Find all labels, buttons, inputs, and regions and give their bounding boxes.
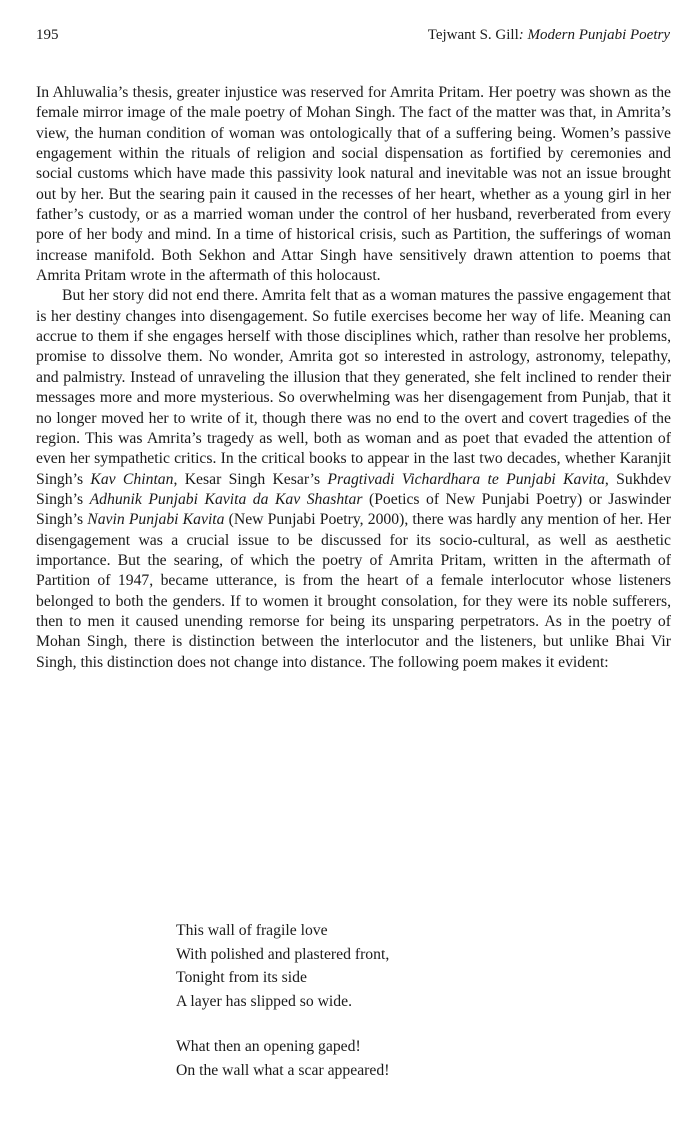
paragraph-2-text: (New Punjabi Poetry, 2000), there was hardly any mention of her. Her disengagement was a crucial issue to be discussed for its socio-cultural, as well as aesthetic importance. But the searing, of which the poetry of Amrita Pritam, written in the aftermath of Partition of 1947, became utterance, is from the heart of a female interlocutor whose listeners belonged to both the genders. If to women it brought consolation, for they were its noble sufferers, then to men it caused unending remorse for being its unsparing perpetrators. As in the poetry of Mohan Singh, there is distinction between the interlocutor and the listeners, but unlike Bhai Vir Singh, this distinction does not change into distance. The following poem makes it evident: — [36, 511, 671, 671]
poem-excerpt — [176, 919, 389, 1104]
poem-line: With polished and plastered front, — [176, 945, 390, 963]
running-head-title: Modern Punjabi Poetry — [527, 27, 670, 43]
book-title-navin: Navin Punjabi Kavita — [87, 511, 225, 529]
book-title-pragtivadi: Pragtivadi Vichardhara te Punjabi Kavita — [327, 470, 605, 488]
poem-line: Tonight from its side — [176, 969, 307, 986]
paragraph-2 — [36, 286, 671, 673]
paragraph-2-text: , Kesar Singh Kesar’s — [173, 470, 328, 488]
poem-line: This wall of fragile love — [176, 922, 328, 939]
book-title-adhunik: Adhunik Punjabi Kavita da Kav Shashtar — [89, 490, 363, 508]
page-header — [36, 27, 670, 49]
running-head-separator: : — [518, 27, 528, 43]
body-text — [36, 83, 671, 673]
poem-stanza-1 — [176, 919, 389, 1013]
running-head — [428, 27, 670, 44]
poem-line: On the wall what a scar appeared! — [176, 1061, 390, 1079]
poem-line: A layer has slipped so wide. — [176, 992, 353, 1010]
running-head-author: Tejwant S. Gill — [427, 27, 519, 43]
poem-line: What then an opening gaped! — [176, 1038, 361, 1055]
book-title-kav-chintan: Kav Chintan — [90, 470, 174, 488]
page-number: 195 — [36, 27, 59, 43]
paragraph-2-text: (Poetics of New Punjabi Poetry) or Jaswinder Singh’s — [36, 490, 672, 529]
poem-stanza-2 — [176, 1035, 389, 1082]
paragraph-1: In Ahluwalia’s thesis, greater injustice was reserved for Amrita Pritam. Her poetry was shown as the female mirror image of the male poetry of Mohan Singh. The fact of the matter was that, in Amrita’s view, the human condition of woman was ontologically that of a suffering being. Women’s passive engagement within the rituals of religion and social dispensation as fortified by ceremonies and social customs which have made this passivity look natural and inevitable was not an issue brought out by her. But the searing pain it caused in the recesses of her heart, whether as a young girl in her father’s custody, or as a married woman under the control of her husband, reverberated from every pore of her body and mind. In a time of historical crisis, such as Partition, the sufferings of woman increase manifold. Both Sekhon and Attar Singh have sensitively drawn attention to poems that Amrita Pritam wrote in the aftermath of this holocaust. — [36, 84, 671, 285]
paragraph-2-text: But her story did not end there. Amrita felt that as a woman matures the passive engagement that is her destiny changes into disengagement. So futile exercises become her way of life. Meaning can accrue to them if she engages herself with those disciplines which, rather than resolve her problems, promise to dissolve them. No wonder, Amrita got so interested in astrology, astronomy, telepathy, and palmistry. Instead of unraveling the illusion that they generated, she felt inclined to render their messages more and more mysterious. So overwhelming was her disengagement from Punjab, that it no longer moved her to write of it, though there was no end to the overt and covert tragedies of the region. This was Amrita’s tragedy as well, both as woman and as poet that evaded the attention of even her sympathetic critics. In the critical books to appear in the last two decades, whether Karanjit Singh’s — [36, 287, 671, 488]
paragraph-2-text: , Sukhdev Singh’s — [36, 470, 672, 508]
